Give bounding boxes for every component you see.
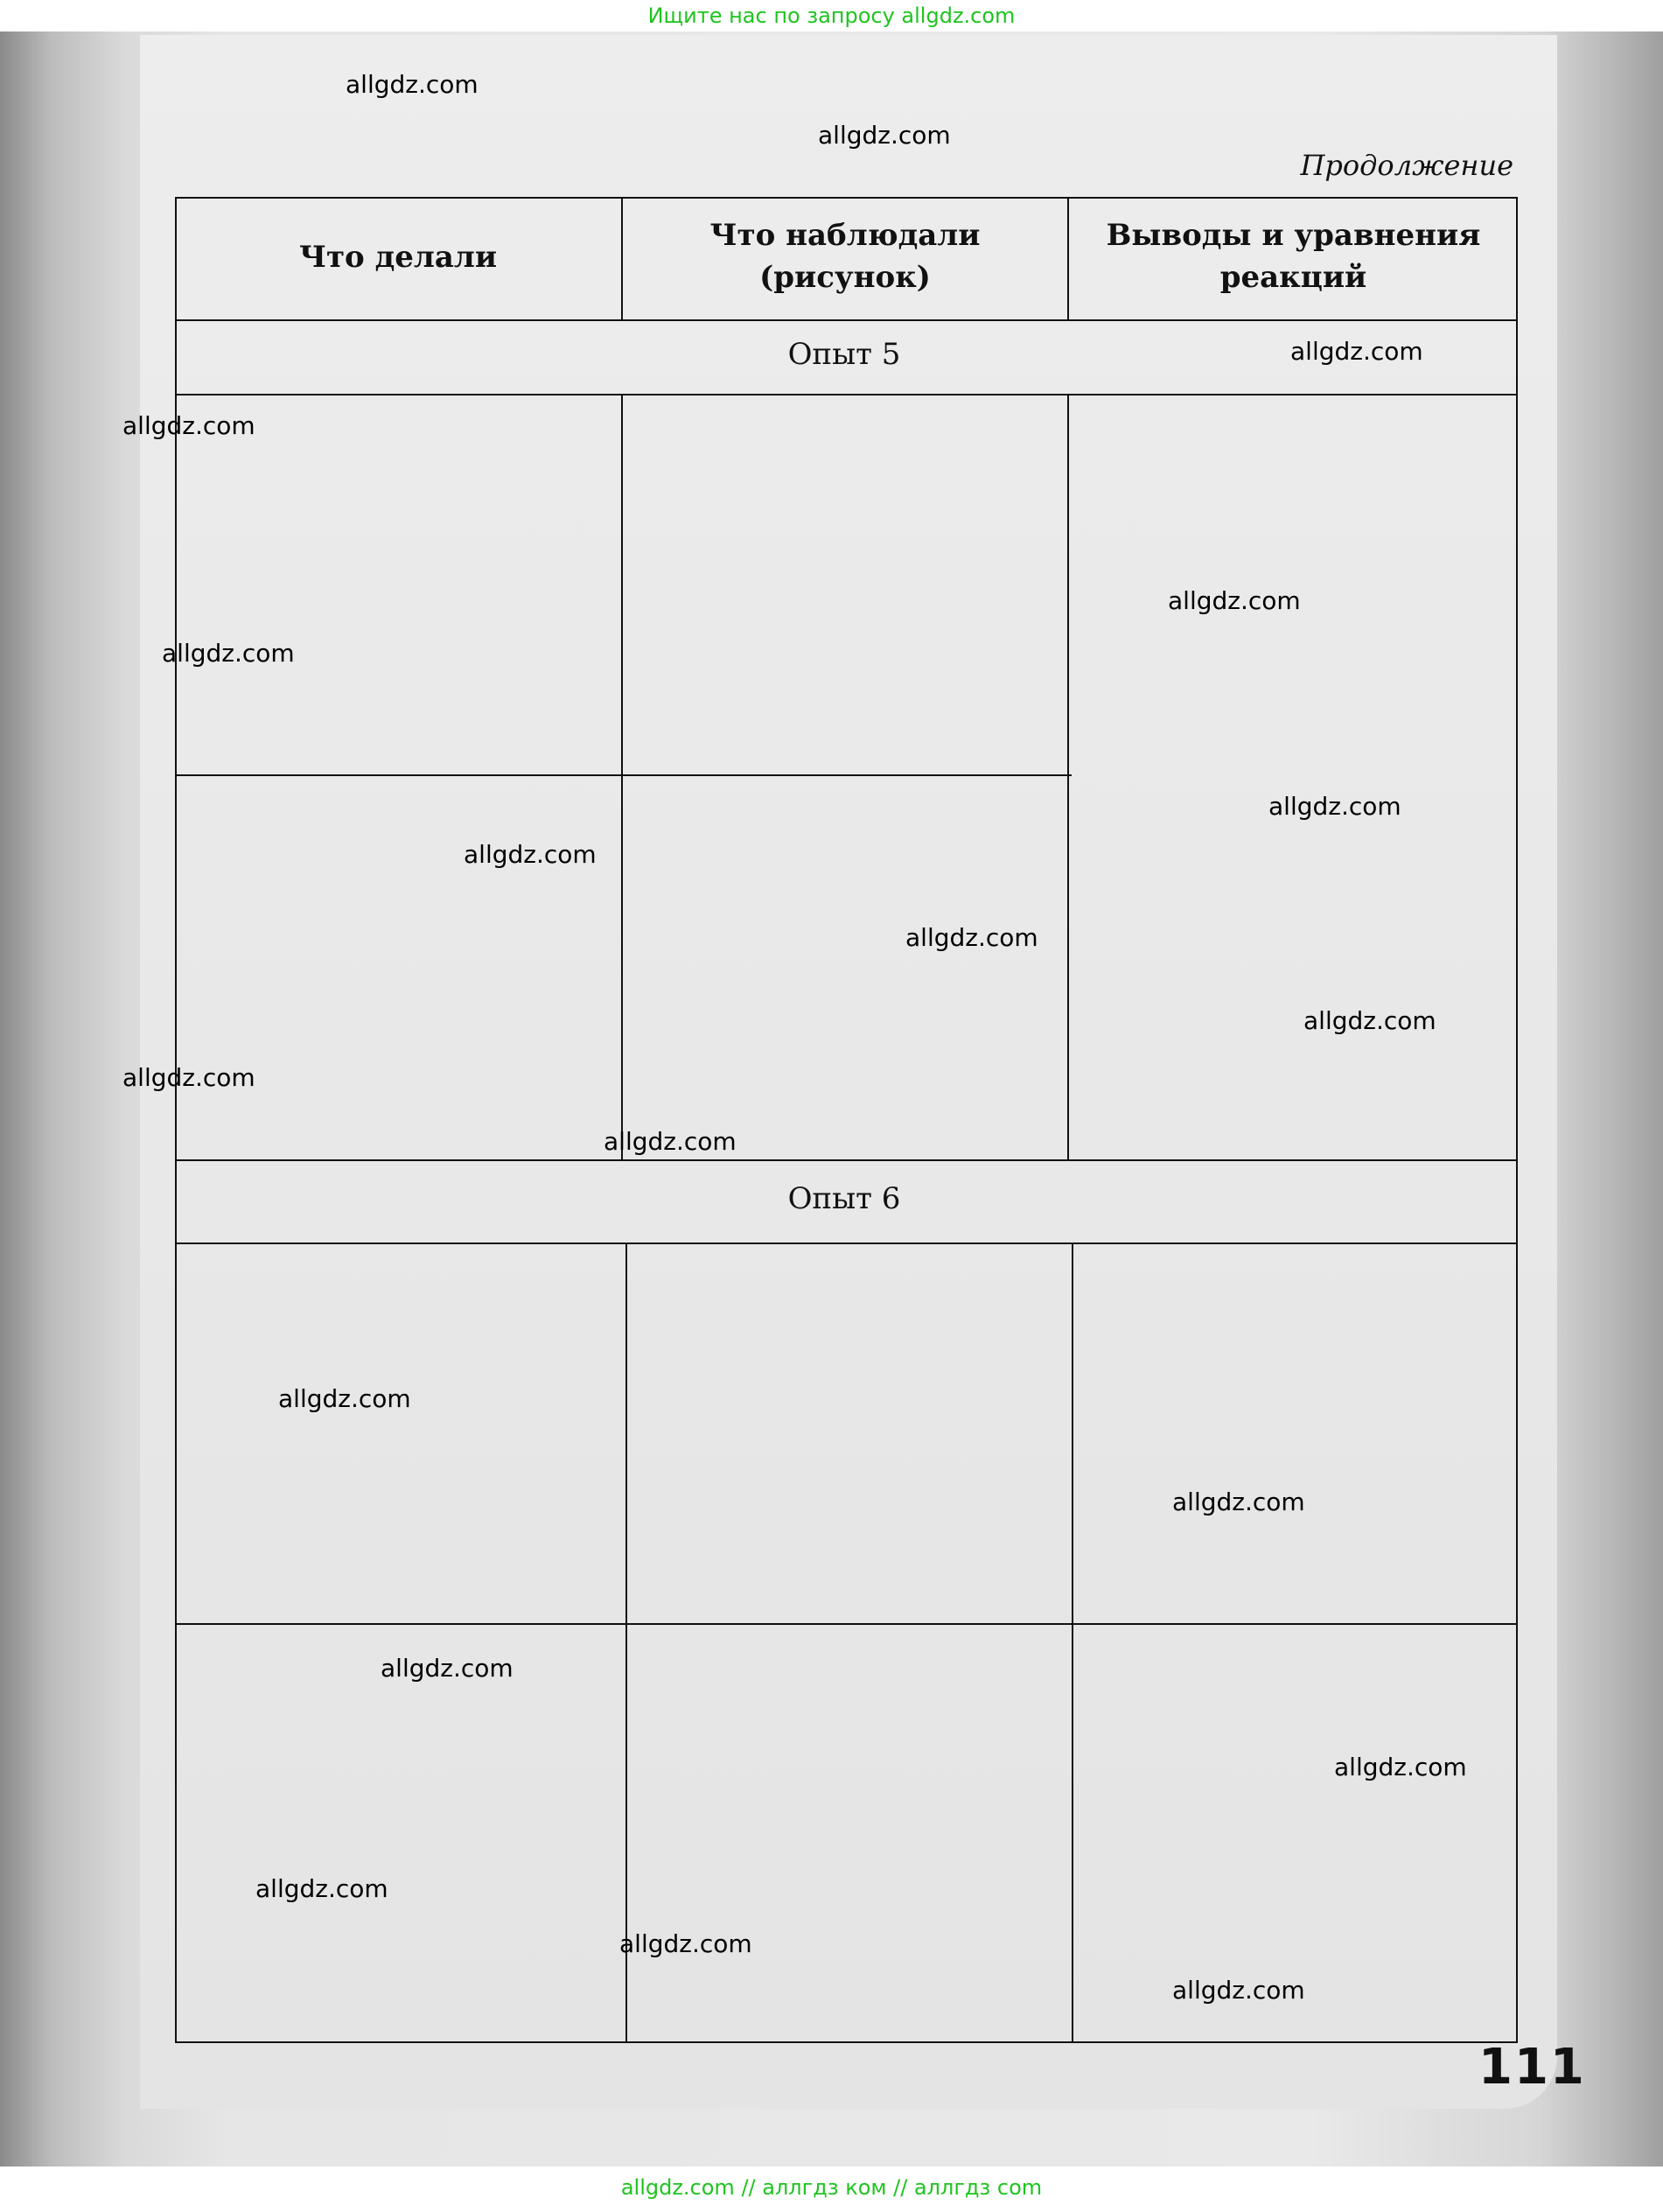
watermark[interactable]: allgdz.com (1268, 792, 1401, 821)
exp6-divider-1 (625, 1242, 627, 2043)
header-what-done: Что делали (298, 240, 498, 275)
top-banner[interactable]: Ищите нас по запросу allgdz.com (647, 4, 1016, 28)
watermark[interactable]: allgdz.com (1172, 1488, 1305, 1516)
watermark[interactable]: allgdz.com (255, 1874, 388, 1903)
exp6-divider-2 (1072, 1242, 1073, 2043)
watermark[interactable]: allgdz.com (1290, 337, 1423, 366)
watermark[interactable]: allgdz.com (381, 1654, 514, 1683)
header-what-observed: Что наблюдали (рисунок) (709, 218, 981, 295)
watermark[interactable]: allgdz.com (604, 1127, 737, 1156)
watermark[interactable]: allgdz.com (1303, 1006, 1436, 1035)
header-conclusions: Выводы и уравнения реакций (1106, 218, 1481, 295)
exp5-title-line (175, 394, 1518, 396)
experiment-6-title: Опыт 6 (787, 1181, 901, 1216)
continuation-label: Продолжение (1300, 149, 1513, 182)
watermark[interactable]: allgdz.com (619, 1929, 752, 1958)
header-bottom-line (175, 319, 1518, 321)
watermark[interactable]: allgdz.com (278, 1384, 411, 1413)
watermark[interactable]: allgdz.com (122, 411, 255, 440)
exp6-row-line (175, 1623, 1518, 1625)
exp5-row-line (175, 774, 1072, 776)
exp5-divider-1 (621, 394, 623, 1159)
watermark[interactable]: allgdz.com (162, 639, 295, 668)
exp6-top-line (175, 1159, 1518, 1161)
table-border (175, 197, 1518, 2043)
watermark[interactable]: allgdz.com (1334, 1753, 1467, 1782)
watermark[interactable]: allgdz.com (122, 1063, 255, 1092)
watermark[interactable]: allgdz.com (464, 840, 597, 869)
watermark[interactable]: allgdz.com (818, 121, 951, 150)
bottom-banner[interactable]: allgdz.com // аллгдз ком // аллгдз com (620, 2175, 1043, 2200)
watermark[interactable]: allgdz.com (905, 923, 1038, 952)
experiment-5-title: Опыт 5 (787, 337, 901, 372)
exp5-divider-2 (1067, 394, 1069, 1159)
watermark[interactable]: allgdz.com (346, 70, 479, 99)
exp6-title-line (175, 1242, 1518, 1244)
watermark[interactable]: allgdz.com (1172, 1976, 1305, 2005)
page-number: 111 (1478, 2039, 1586, 2096)
watermark[interactable]: allgdz.com (1168, 586, 1301, 615)
